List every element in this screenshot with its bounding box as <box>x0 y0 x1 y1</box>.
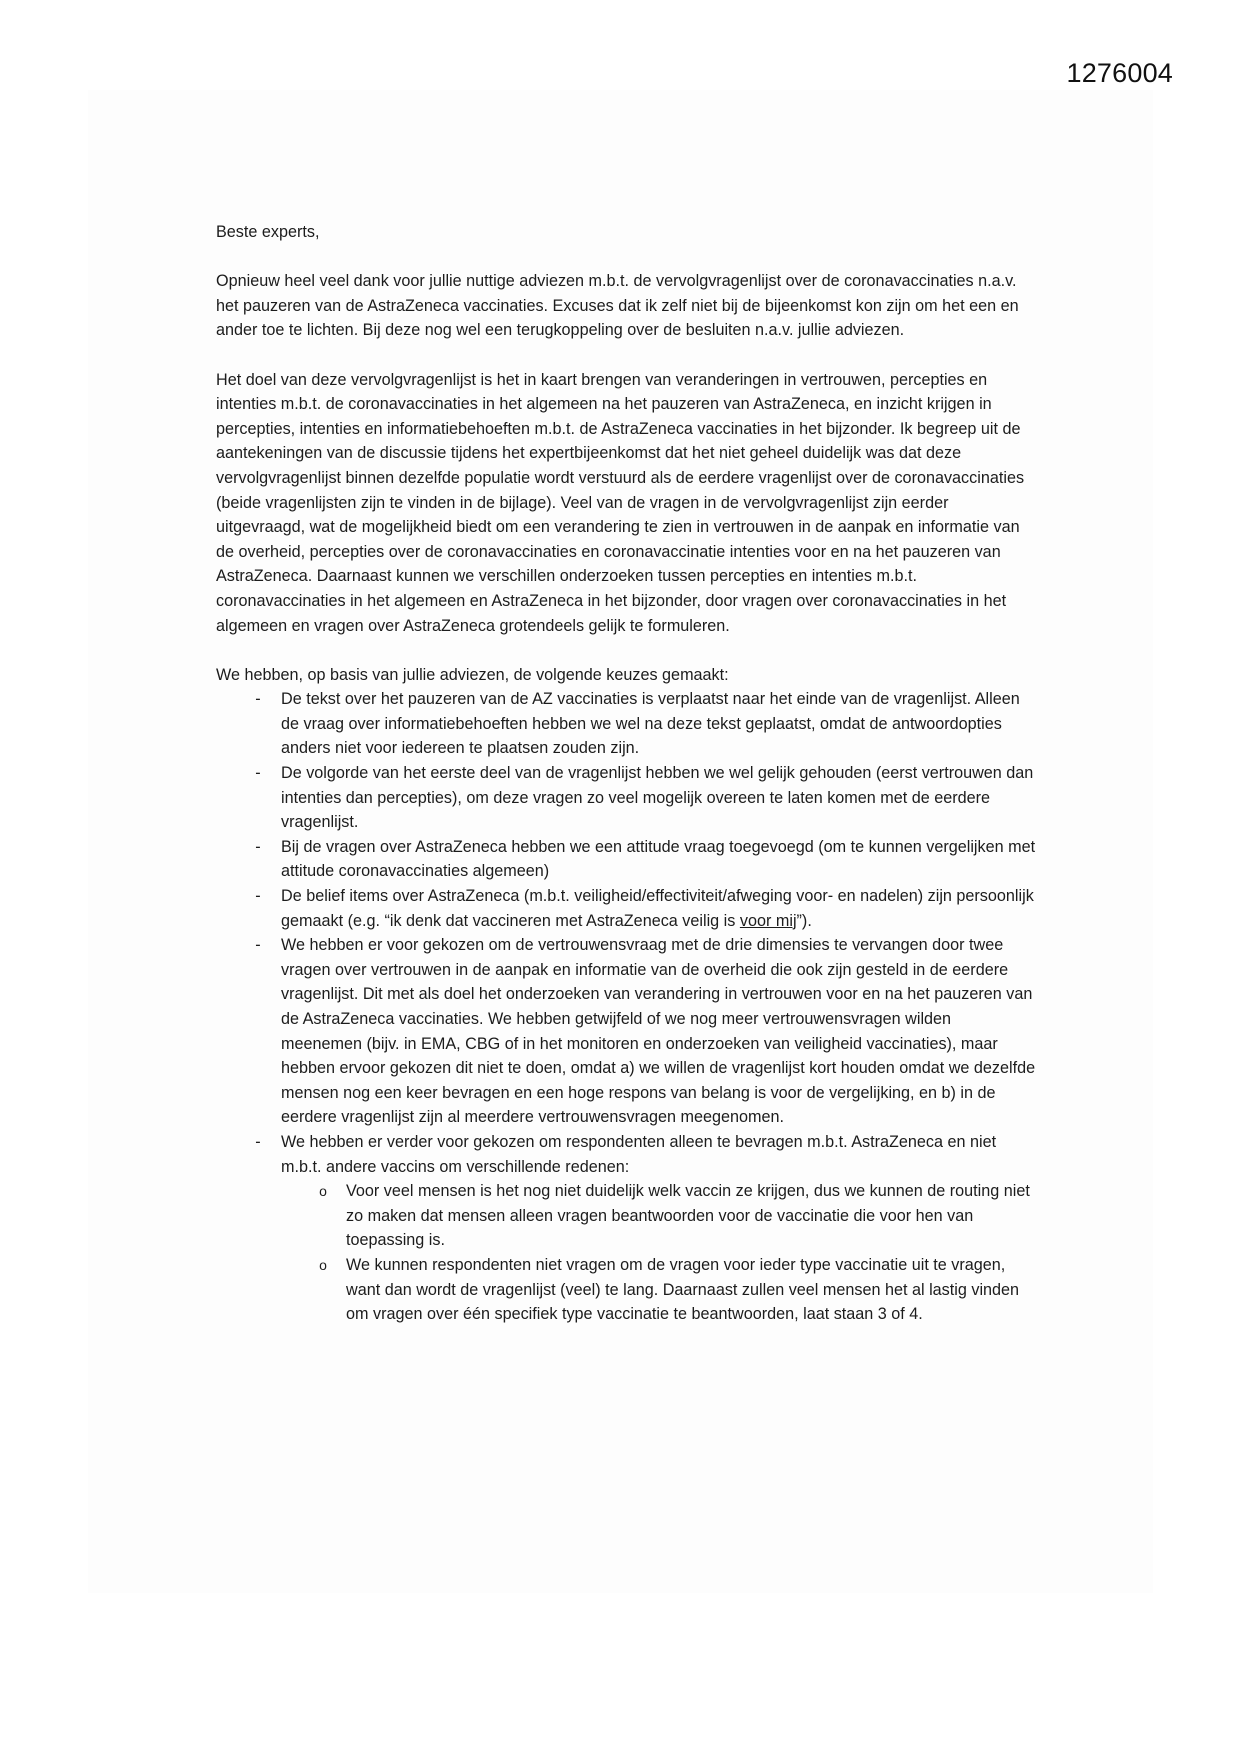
circle-bullet-icon: o <box>319 1256 327 1273</box>
choice-item <box>255 761 1036 835</box>
reasons-sublist <box>281 1179 1036 1327</box>
dash-bullet-icon: - <box>255 1132 261 1151</box>
reason-text: Voor veel mensen is het nog niet duidelijk welk vaccin ze krijgen, dus we kunnen de routing niet zo maken dat mensen alleen vragen beantwoorden voor de vaccinatie die voor hen van toepassing is. <box>346 1182 1030 1250</box>
circle-bullet-icon: o <box>319 1183 327 1200</box>
choice-text: De tekst over het pauzeren van de AZ vaccinaties is verplaatst naar het einde van de vragenlijst. Alleen de vraag over informatiebehoeften hebben we wel na deze tekst geplaatst, omdat de antwoordopties anders niet voor iedereen te plaatsen zouden zijn. <box>281 690 1020 758</box>
salutation: Beste experts, <box>216 223 320 241</box>
reason-item <box>319 1253 1036 1327</box>
choice-text-after: ”). <box>796 911 812 930</box>
choice-item <box>255 835 1036 884</box>
reason-text: We kunnen respondenten niet vragen om de vragen voor ieder type vaccinatie uit te vragen, want dan wordt de vragenlijst (veel) te lang. Daarnaast zullen veel mensen het al lastig vinden om vragen over één specifiek type vaccinatie te beantwoorden, laat staan 3 of 4. <box>346 1255 1020 1324</box>
dash-bullet-icon: - <box>255 936 261 955</box>
paragraph-thanks: Opnieuw heel veel dank voor jullie nuttige adviezen m.b.t. de vervolgvragenlijst over de coronavaccinaties n.a.v. het pauzeren van de AstraZeneca vaccinaties. Excuses dat ik zelf niet bij de bijeenkomst kon zijn om het een en ander toe te lichten. Bij deze nog wel een terugkoppeling over de besluiten n.a.v. jullie adviezen. <box>216 272 1019 340</box>
dash-bullet-icon: - <box>255 837 261 856</box>
choice-text: We hebben er verder voor gekozen om respondenten alleen te bevragen m.b.t. AstraZeneca en niet m.b.t. andere vaccins om verschillende redenen: <box>281 1132 997 1176</box>
choices-list <box>216 687 1036 1326</box>
choices-intro: We hebben, op basis van jullie adviezen, de volgende keuzes gemaakt: <box>216 665 729 684</box>
choice-item <box>255 687 1036 761</box>
choice-text-before: De belief items over AstraZeneca (m.b.t. veiligheid/effectiviteit/afweging voor- en nadelen) zijn persoonlijk gemaakt (e.g. “ik denk dat vaccineren met AstraZeneca veilig is <box>281 887 1034 930</box>
document-id-number: 1276004 <box>1066 58 1173 88</box>
choice-text: Bij de vragen over AstraZeneca hebben we een attitude vraag toegevoegd (om te kunnen vergelijken met attitude coronavaccinaties algemeen) <box>281 837 1036 881</box>
choice-text: De volgorde van het eerste deel van de vragenlijst hebben we wel gelijk gehouden (eerst vertrouwen dan intenties dan percepties), om deze vragen zo veel mogelijk overeen te laten komen met de eerdere vragenlijst. <box>281 764 1034 832</box>
choice-item <box>255 933 1036 1130</box>
dash-bullet-icon: - <box>255 887 261 906</box>
reason-item <box>319 1179 1036 1253</box>
choice-item <box>255 1130 1036 1327</box>
dash-bullet-icon: - <box>255 764 261 783</box>
choice-text-underlined: voor mij <box>739 911 797 930</box>
letter-body <box>216 220 1036 1327</box>
choice-text: We hebben er voor gekozen om de vertrouwensvraag met de drie dimensies te vervangen door twee vragen over vertrouwen in de aanpak en informatie van de overheid die ook zijn gesteld in de eerdere vragenlijst. Dit met als doel het onderzoeken van verandering in vertrouwen voor en na het pauzeren van de AstraZeneca vaccinaties. We hebben getwijfeld of we nog meer vertrouwensvragen wilden meenemen (bijv. in EMA, CBG of in het monitoren en onderzoeken van veiligheid vaccinaties), maar hebben ervoor gekozen dit niet te doen, omdat a) we willen de vragenlijst kort houden omdat we dezelfde mensen nog een keer bevragen en een hoge respons van belang is voor de vergelijking, en b) in de eerdere vragenlijst zijn al meerdere vertrouwensvragen meegenomen. <box>281 936 1036 1127</box>
paragraph-goal: Het doel van deze vervolgvragenlijst is het in kaart brengen van veranderingen in vertrouwen, percepties en intenties m.b.t. de coronavaccinaties in het algemeen na het pauzeren van AstraZeneca, en inzicht krijgen in percepties, intenties en informatiebehoeften m.b.t. de AstraZeneca vaccinaties in het bijzonder. Ik begreep uit de aantekeningen van de discussie tijdens het expertbijeenkomst dat het niet geheel duidelijk was dat deze vervolgvragenlijst binnen dezelfde populatie wordt verstuurd als de eerdere vragenlijst over de coronavaccinaties (beide vragenlijsten zijn te vinden in de bijlage). Veel van de vragen in de vervolgvragenlijst zijn eerder uitgevraagd, wat de mogelijkheid biedt om een verandering te zien in vertrouwen in de aanpak en informatie van de overheid, percepties over de coronavaccinaties en coronavaccinatie intenties voor en na het pauzeren van AstraZeneca. Daarnaast kunnen we verschillen onderzoeken tussen percepties en intenties m.b.t. coronavaccinaties in het algemeen en AstraZeneca in het bijzonder, door vragen over coronavaccinaties in het algemeen en vragen over AstraZeneca grotendeels gelijk te formuleren. <box>216 370 1025 635</box>
choice-item <box>255 884 1036 933</box>
dash-bullet-icon: - <box>255 690 261 709</box>
